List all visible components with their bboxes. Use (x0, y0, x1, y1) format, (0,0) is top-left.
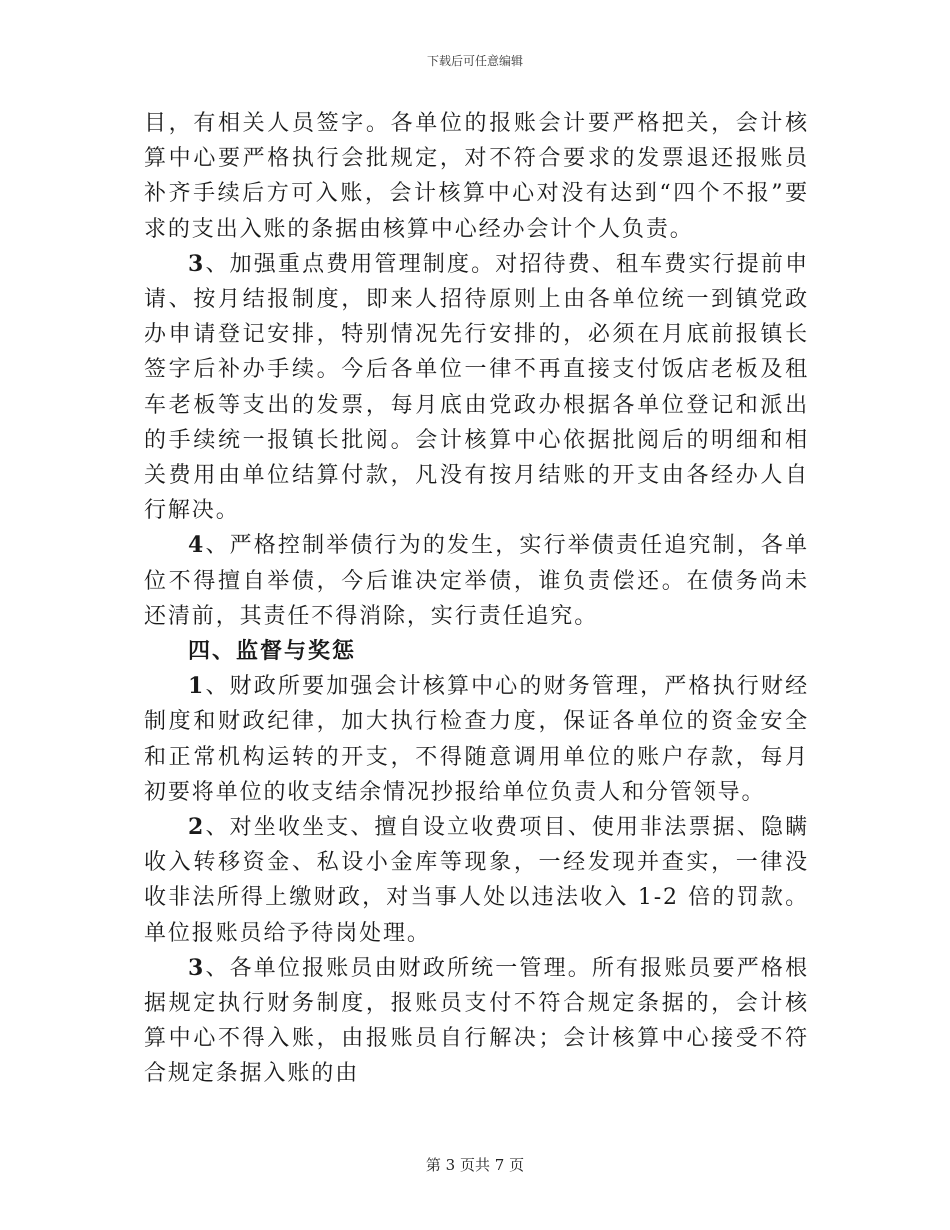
paragraph-text: 、严格控制举债行为的发生，实行举债责任追究制，各单位不得擅自举债，今后谁决定举债，谁负责偿还。在债务尚未还清前，其责任不得消除，实行责任追究。 (144, 533, 809, 629)
paragraph-item-2-penalties (144, 810, 809, 951)
page-footer: 第 3 页共 7 页 (425, 1156, 525, 1174)
paragraph-text: 、对坐收坐支、擅自设立收费项目、使用非法票据、隐瞒收入转移资金、私设小金库等现象，一经发现并查实，一律没收非法所得上缴财政，对当事人处以违法收入 1-2 倍的罚款。单位报账员给予待岗处理。 (144, 815, 809, 946)
item-number: 3 (188, 954, 206, 981)
paragraph-item-4-debt-control (144, 528, 809, 634)
paragraph-text: 、财政所要加强会计核算中心的财务管理，严格执行财经制度和财政纪律，加大执行检查力度，保证各单位的资金安全和正常机构运转的开支，不得随意调用单位的账户存款，每月初要将单位的收支结余情况抄报给单位负责人和分管领导。 (144, 674, 809, 805)
item-number: 3 (188, 250, 206, 277)
paragraph-continued: 目，有相关人员签字。各单位的报账会计要严格把关，会计核算中心要严格执行会批规定，对不符合要求的发票退还报账员补齐手续后方可入账，会计核算中心对没有达到“四个不报”要求的支出入账的条据由核算中心经办会计个人负责。 (144, 111, 809, 242)
paragraph-item-1-finance-management (144, 669, 809, 810)
page-header: 下载后可任意编辑 (426, 54, 523, 68)
paragraph-text: 、各单位报账员由财政所统一管理。所有报账员要严格根据规定执行财务制度，报账员支付不符合规定条据的，会计核算中心不得入账，由报账员自行解决；会计核算中心接受不符合规定条据入账的由 (144, 955, 809, 1087)
paragraph-text: 、加强重点费用管理制度。对招待费、租车费实行提前申请、按月结报制度，即来人招待原则上由各单位统一到镇党政办申请登记安排，特别情况先行安排的，必须在月底前报镇长签字后补办手续。今后各单位一律不再直接支付饭店老板及租车老板等支出的发票，每月底由党政办根据各单位登记和派出的手续统一报镇长批阅。会计核算中心依据批阅后的明细和相关费用由单位结算付款，凡没有按月结账的开支由各经办人自行解决。 (144, 251, 809, 524)
item-number: 4 (188, 532, 206, 559)
item-number: 1 (188, 673, 206, 700)
document-body (144, 106, 809, 1092)
paragraph-item-3-expense-management (144, 247, 809, 529)
paragraph-item-3-accountant-management (144, 951, 809, 1092)
section-heading-supervision: 四、监督与奖惩 (188, 638, 357, 665)
item-number: 2 (188, 814, 206, 841)
